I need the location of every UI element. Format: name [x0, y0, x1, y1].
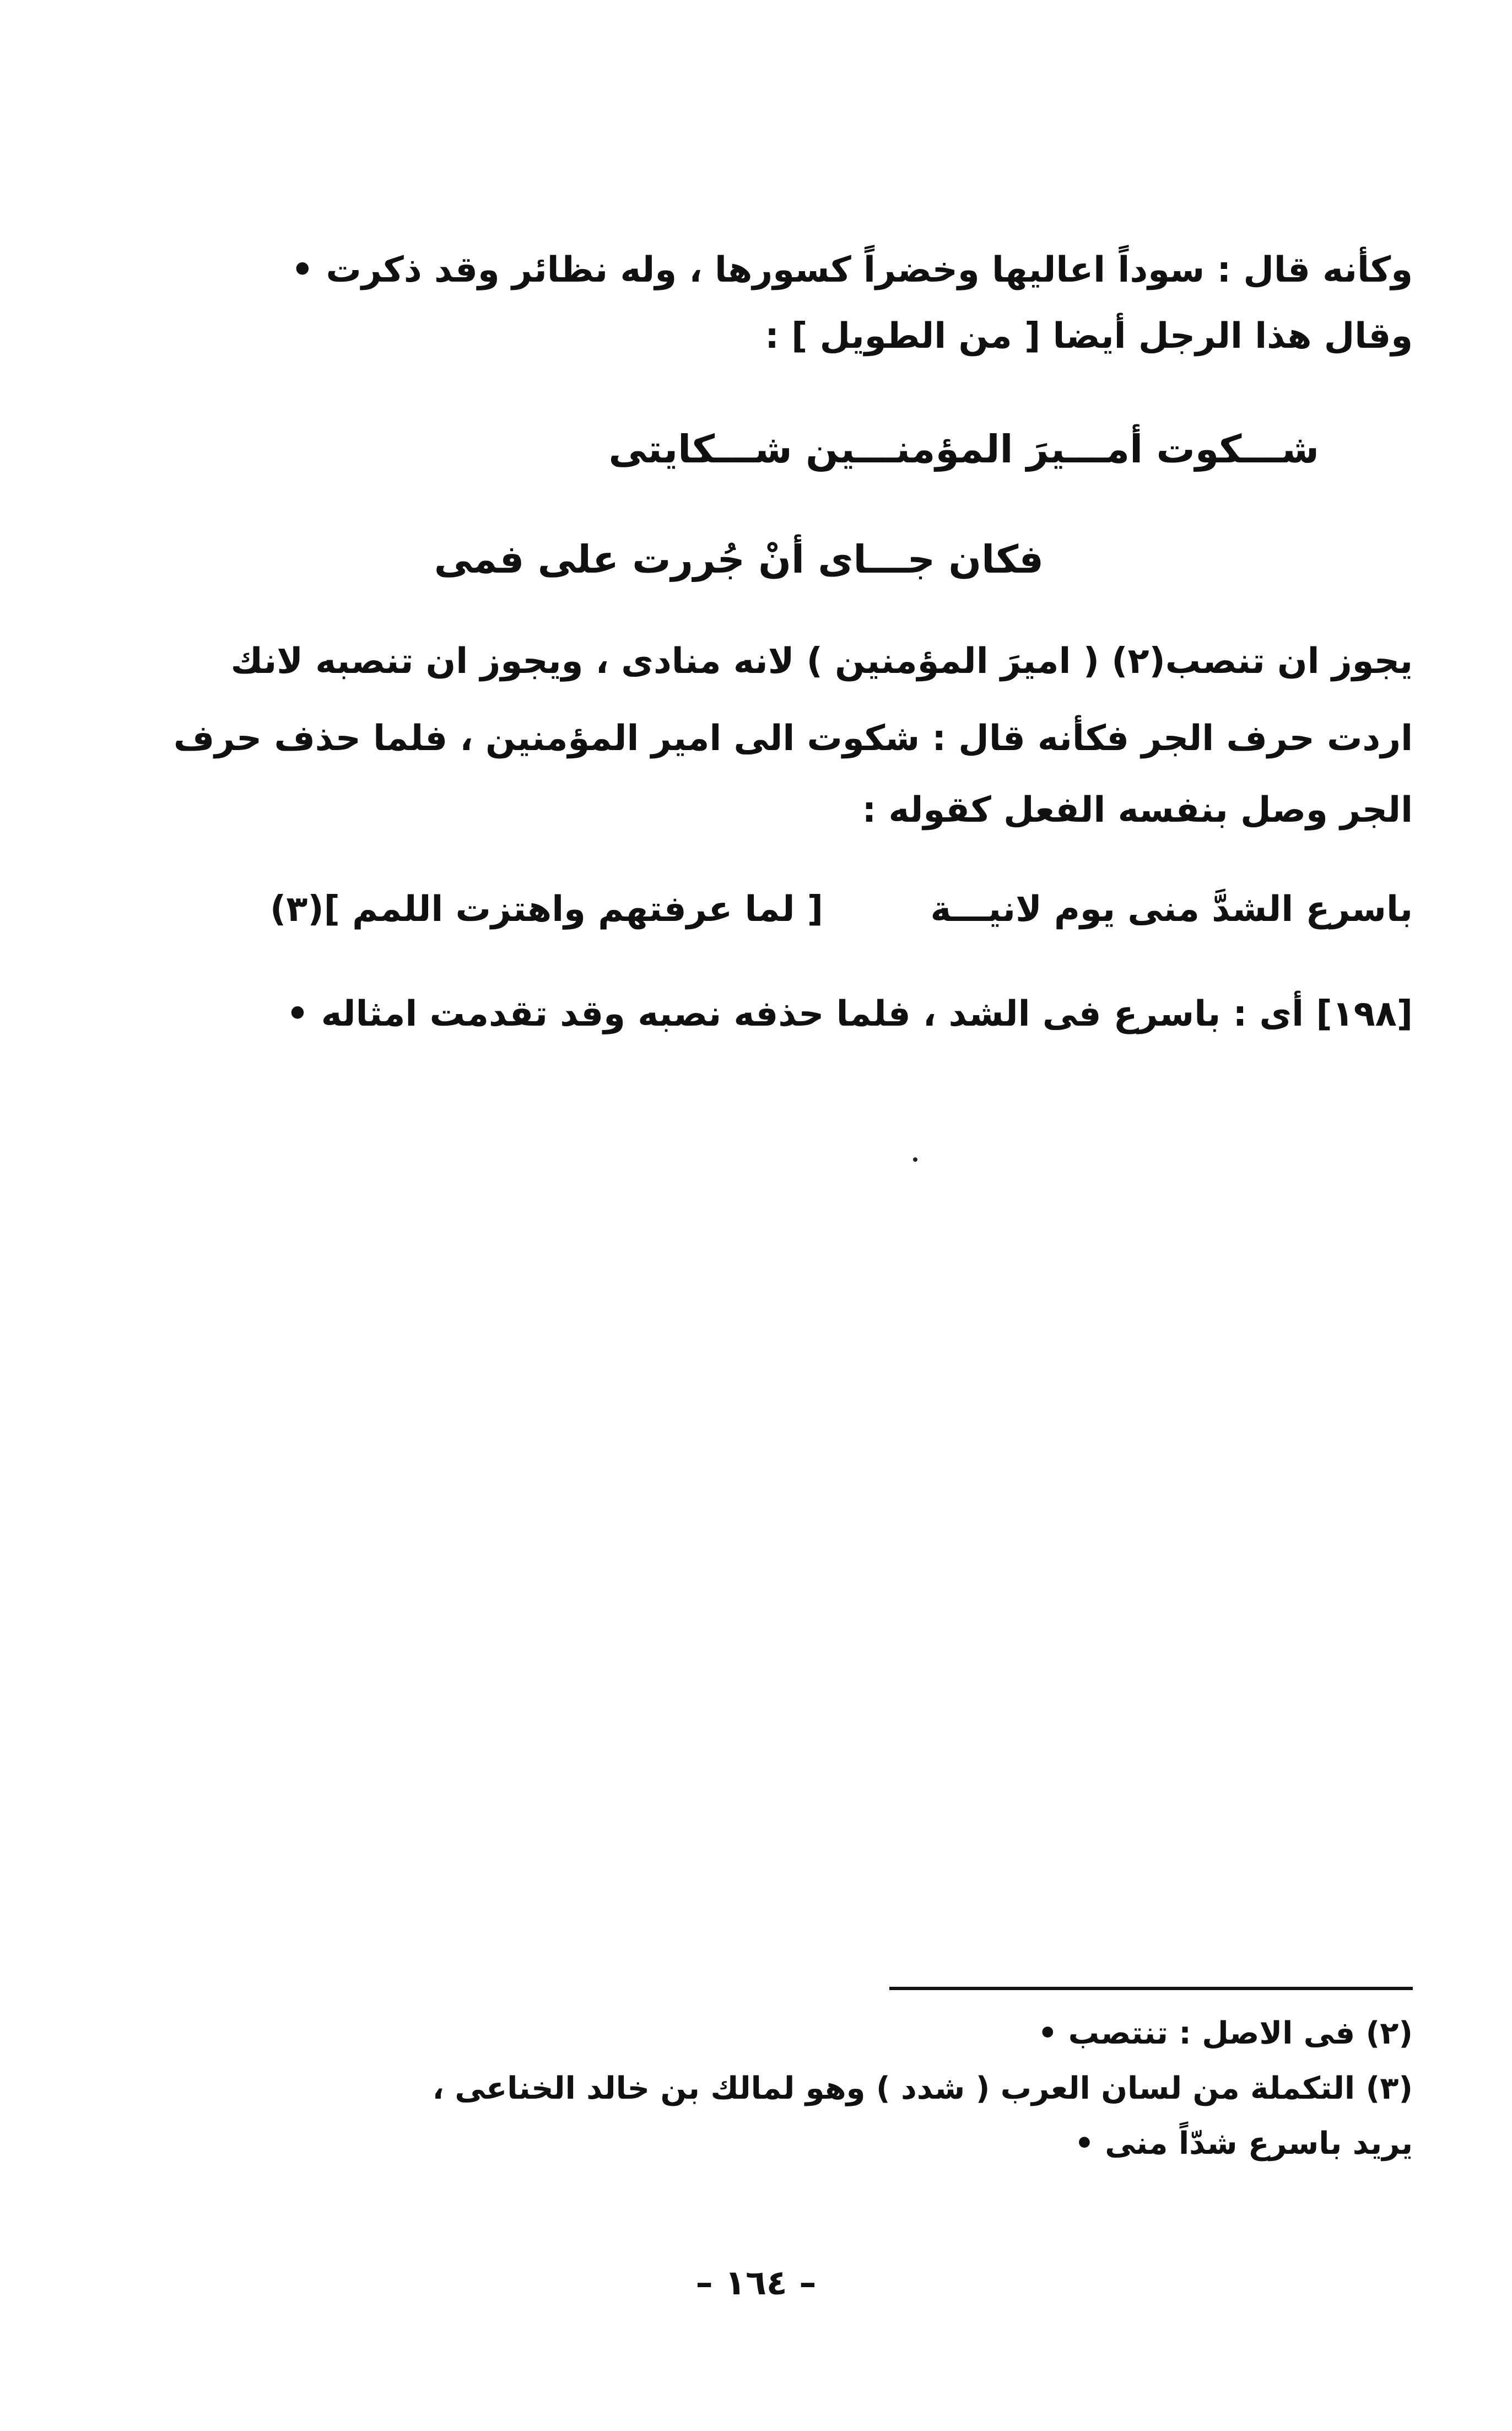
footnote-separator	[889, 1987, 1413, 1990]
footnote-3: (٣) التكملة من لسان العرب ( شدد ) وهو لمالك بن خالد الخناعى ،	[432, 2071, 1413, 2106]
closing-line: [١٩٨] أى : باسرع فى الشد ، فلما حذفه نصبه وقد تقدمت امثاله •	[286, 994, 1413, 1034]
commentary-line-3: الجر وصل بنفسه الفعل كقوله :	[862, 790, 1413, 831]
page-number: – ١٦٤ –	[695, 2262, 817, 2303]
speck-mark	[913, 1157, 917, 1162]
footnote-2: (٢) فى الاصل : تنتصب •	[1038, 2015, 1413, 2051]
quoted-verse-part-2: [ لما عرفتهم واهتزت اللمم ](٣)	[270, 889, 823, 930]
commentary-line-2: اردت حرف الجر فكأنه قال : شكوت الى امير المؤمنين ، فلما حذف حرف	[173, 718, 1413, 759]
text-line-1: وكأنه قال : سوداً اعاليها وخضراً كسورها ، وله نظائر وقد ذكرت •	[291, 250, 1413, 290]
text-line-2: وقال هذا الرجل أيضا [ من الطويل ] :	[765, 316, 1413, 357]
quoted-verse-part-1: باسرع الشدَّ منى يوم لانيـــة	[930, 889, 1413, 930]
commentary-line-1-text: يجوز ان تنصب(٢) ( اميرَ المؤمنين ) لانه منادى ، ويجوز ان تنصبه لانك	[230, 641, 1413, 682]
footnote-3-continuation: يريد باسرع شدّاً منى •	[1074, 2126, 1413, 2162]
verse-hemistich-2: فكان جـــاى أنْ جُررت على فمى	[434, 537, 1044, 582]
commentary-line-1	[230, 634, 1413, 689]
verse-hemistich-1: شـــكوت أمـــيرَ المؤمنـــين شـــكايتى	[608, 427, 1319, 472]
